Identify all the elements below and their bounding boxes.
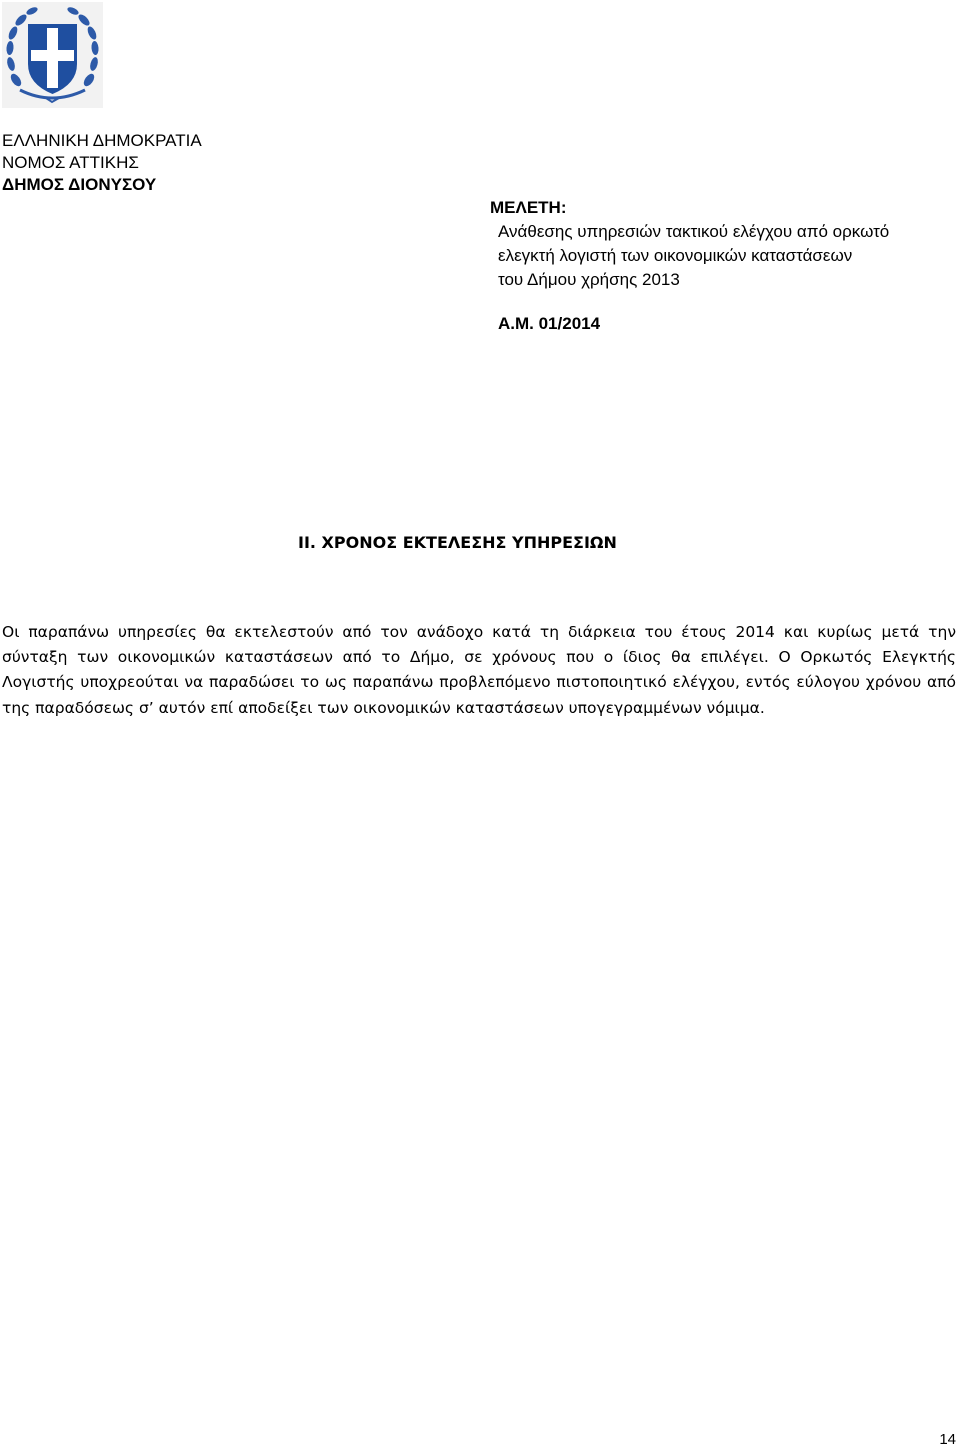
study-reference-number: Α.Μ. 01/2014	[498, 314, 601, 333]
greek-state-emblem-icon	[2, 2, 103, 108]
study-description	[490, 220, 960, 292]
study-description-line: ελεγκτή λογιστή των οικονομικών καταστάσεων	[498, 246, 853, 265]
issuer-municipality: ΔΗΜΟΣ ΔΙΟΝΥΣΟΥ	[2, 175, 157, 194]
page-number: 14	[939, 1431, 956, 1448]
study-description-line: του Δήμου χρήσης 2013	[498, 270, 680, 289]
study-block	[490, 197, 960, 335]
study-description-line: Ανάθεσης υπηρεσιών τακτικού ελέγχου από ορκωτό	[498, 222, 890, 241]
section-heading: ΙΙ. ΧΡΟΝΟΣ ΕΚΤΕΛΕΣΗΣ ΥΠΗΡΕΣΙΩΝ	[298, 533, 617, 552]
issuer-prefecture: ΝΟΜΟΣ ΑΤΤΙΚΗΣ	[2, 153, 139, 172]
issuer-country: ΕΛΛΗΝΙΚΗ ΔΗΜΟΚΡΑΤΙΑ	[2, 131, 202, 150]
issuer-block	[2, 130, 202, 196]
section-body-paragraph: Οι παραπάνω υπηρεσίες θα εκτελεστούν από τον ανάδοχο κατά τη διάρκεια του έτους 2014 και κυρίως μετά την σύνταξη των οικονομικών καταστάσεων από το Δήμο, σε χρόνους που ο ίδιος θα επιλέγει. Ο Ορκωτός Ελεγκτής Λογιστής υποχρεούται να παραδώσει το ως παραπάνω προβλεπόμενο πιστοποιητικό ελέγχου, εντός εύλογου χρόνου από της παραδόσεως σ’ αυτόν επί αποδείξει των οικονομικών καταστάσεων υπογεγραμμένων νόμιμα.	[2, 623, 956, 717]
study-label: ΜΕΛΕΤΗ:	[490, 198, 567, 217]
